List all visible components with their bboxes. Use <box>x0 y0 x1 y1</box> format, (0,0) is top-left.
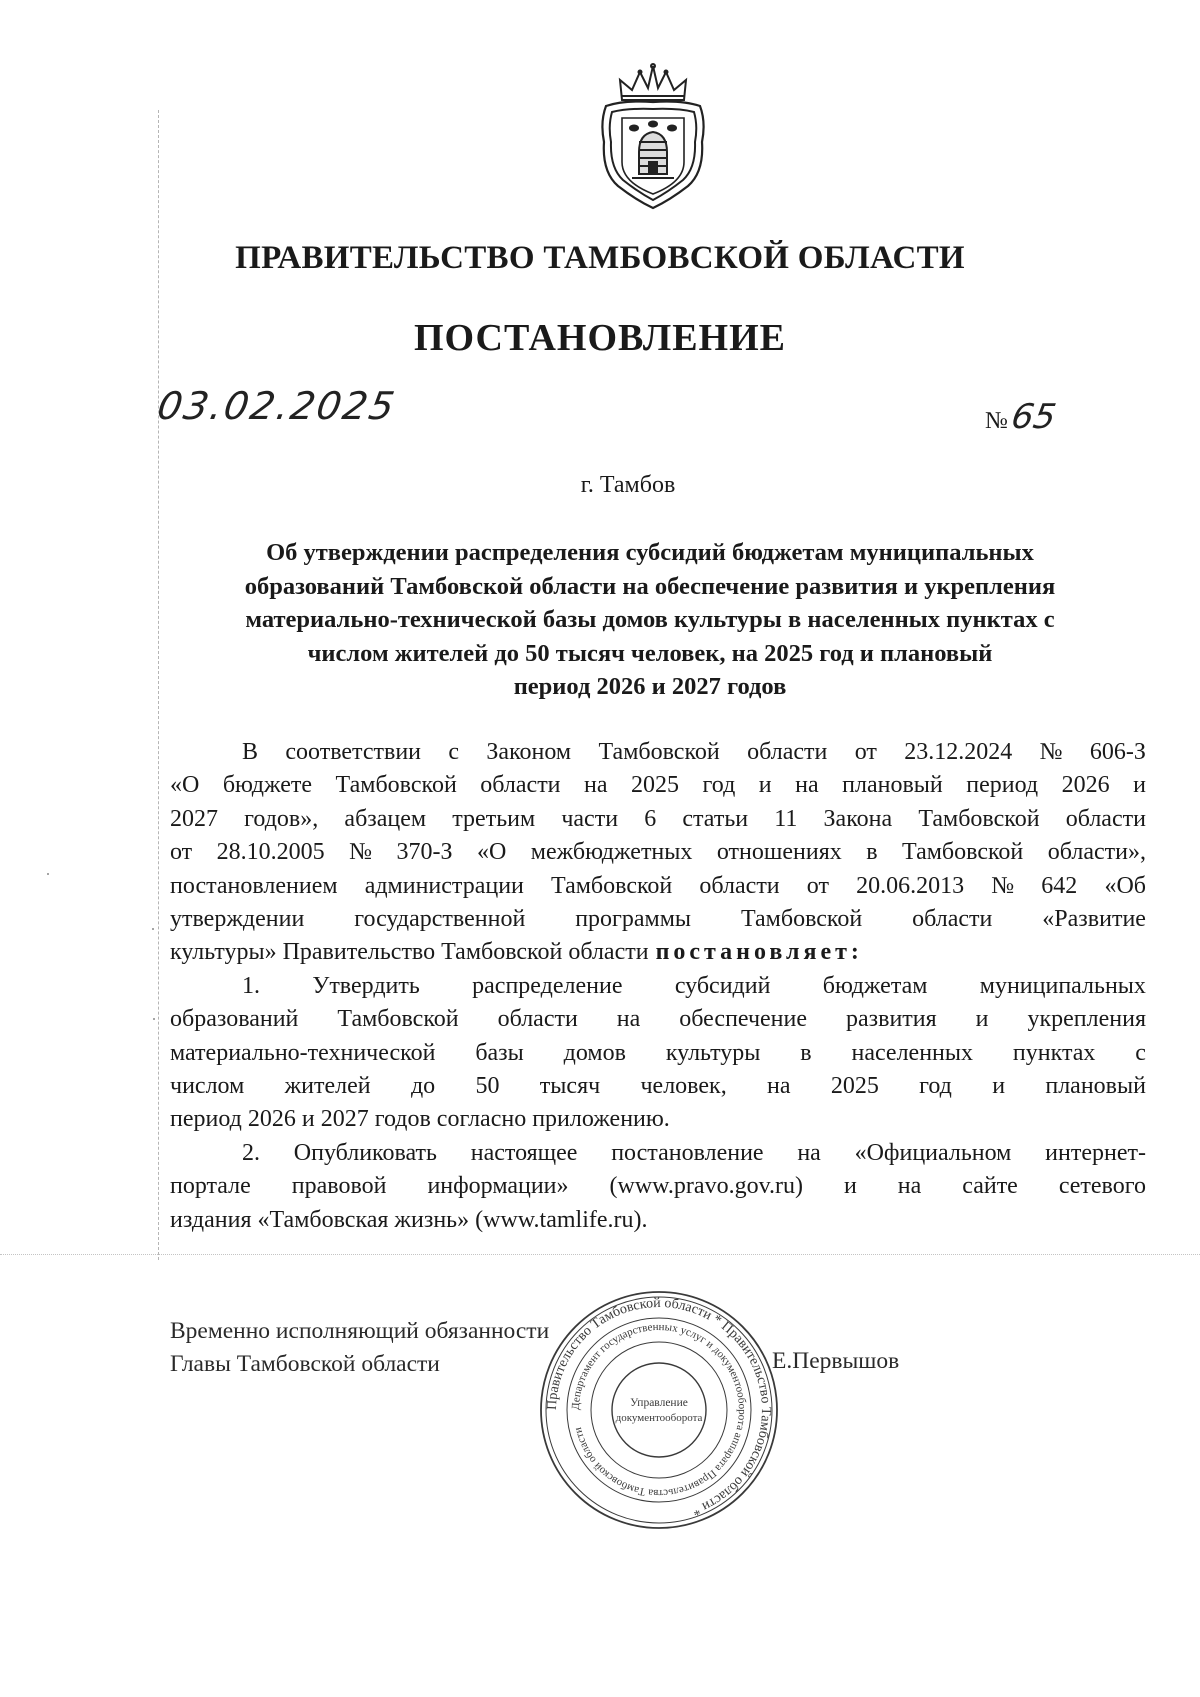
word: от <box>854 739 877 765</box>
resolves-word: постановляет: <box>655 939 863 966</box>
item2-line <box>170 1170 1146 1203</box>
word: в <box>800 1039 812 1066</box>
word: В <box>242 739 259 765</box>
signatory-position <box>170 1315 549 1381</box>
word: Тамбовской <box>598 739 720 765</box>
document-body <box>170 736 1146 1237</box>
subject-line: Об утверждении распределения субсидий бюджетам муниципальных <box>266 539 1034 566</box>
word: государственной <box>354 906 526 933</box>
item1-last-text: период 2026 и 2027 годов согласно приложению. <box>170 1106 670 1133</box>
word: 606-З <box>1089 739 1146 765</box>
document-subject <box>170 536 1130 704</box>
stamp-center-line: документооборота <box>615 1412 703 1424</box>
word: год <box>702 772 736 799</box>
word: на <box>897 1173 922 1200</box>
signatory-name: Е.Первышов <box>772 1348 900 1374</box>
word: № <box>1039 739 1063 765</box>
number-value: 65 <box>1008 397 1059 437</box>
subject-line: период 2026 и 2027 годов <box>513 673 787 701</box>
preamble-line <box>170 836 1146 869</box>
government-name: ПРАВИТЕЛЬСТВО ТАМБОВСКОЙ ОБЛАСТИ <box>235 240 965 276</box>
word: на <box>616 1006 641 1033</box>
word: третьим <box>452 805 536 832</box>
word: базы <box>475 1039 524 1066</box>
word: на <box>767 1073 791 1100</box>
word: 370-З <box>396 839 453 866</box>
word: с <box>1135 1039 1146 1066</box>
word: Тамбовской <box>918 805 1040 832</box>
stamp-outer-text: Правительство Тамбовской области * Правительство Тамбовской области * <box>544 1295 774 1519</box>
stamp-inner-text: Департамент государственных услуг и документооборота аппарата Правительства Тамбовской области <box>569 1320 749 1500</box>
item2-last-line <box>170 1204 1146 1237</box>
preamble-line <box>170 736 1146 769</box>
word: администрации <box>364 872 524 899</box>
word: годов», <box>244 805 319 832</box>
preamble-last-line <box>170 936 1146 969</box>
word: «О <box>476 839 507 866</box>
word: период <box>966 772 1039 799</box>
scan-fold-line <box>0 1254 1200 1255</box>
subject-line: образований Тамбовской области на обеспечение развития и укрепления <box>244 572 1056 600</box>
word: населенных <box>851 1039 974 1066</box>
word: 2026 <box>1061 772 1110 799</box>
word: «Об <box>1104 872 1146 899</box>
word: области <box>699 872 780 899</box>
word: распределение <box>472 972 623 999</box>
word: до <box>410 1073 436 1100</box>
word: на <box>797 1139 821 1166</box>
word: и <box>992 1073 1006 1100</box>
word: 2025 <box>830 1073 879 1100</box>
preamble-line <box>170 803 1146 836</box>
scan-speck <box>152 928 154 930</box>
word: статьи <box>682 805 749 832</box>
word: развития <box>846 1006 937 1033</box>
word: Тамбовской <box>551 872 673 899</box>
word: части <box>561 805 619 832</box>
word: соответствии <box>285 739 421 765</box>
signatory-position-line: Главы Тамбовской области <box>170 1351 440 1377</box>
word: на <box>584 772 608 799</box>
word: сетевого <box>1058 1173 1146 1200</box>
word: от <box>170 839 193 866</box>
word: домов <box>563 1039 626 1066</box>
word: абзацем <box>344 805 427 832</box>
word: правовой <box>291 1173 387 1200</box>
word: портале <box>170 1173 251 1200</box>
item1-line <box>170 1070 1146 1103</box>
word: «Развитие <box>1042 906 1146 933</box>
word: постановлением <box>170 872 338 899</box>
word: Тамбовской <box>335 772 457 799</box>
preamble-last-text: культуры» Правительство Тамбовской области <box>170 939 649 966</box>
word: 50 <box>475 1073 500 1100</box>
item2-last-text: издания «Тамбовская жизнь» (www.tamlife.ru). <box>170 1206 648 1233</box>
word: от <box>806 872 829 899</box>
preamble-line <box>170 870 1146 903</box>
item1-line <box>170 970 1146 1003</box>
word: постановление <box>611 1139 764 1166</box>
word: плановый <box>842 772 943 799</box>
word: на <box>795 772 819 799</box>
word: «Официальном <box>854 1139 1012 1166</box>
word: сайте <box>962 1173 1018 1200</box>
word: 20.06.2013 <box>856 872 965 899</box>
word: (www.pravo.gov.ru) <box>609 1173 803 1200</box>
word: муниципальных <box>979 972 1146 999</box>
word: области <box>1065 805 1146 832</box>
word: и <box>843 1173 857 1200</box>
word: Законом <box>486 739 572 765</box>
word: 2. <box>242 1139 260 1166</box>
word: 2027 <box>170 805 218 832</box>
item2-line <box>170 1137 1146 1170</box>
city: г. Тамбов <box>580 472 676 498</box>
word: информации» <box>427 1173 569 1200</box>
word: Тамбовской <box>337 1006 459 1033</box>
word: № <box>991 872 1015 899</box>
word: жителей <box>284 1073 371 1100</box>
word: области <box>497 1006 578 1033</box>
coat-of-arms-icon <box>592 62 714 212</box>
word: утверждении <box>170 906 305 933</box>
word: и <box>975 1006 989 1033</box>
word: образований <box>170 1006 299 1033</box>
word: настоящее <box>470 1139 578 1166</box>
word: № <box>349 839 373 866</box>
word: с <box>448 739 460 765</box>
word: 28.10.2005 <box>216 839 325 866</box>
word: области», <box>1047 839 1146 866</box>
document-number <box>985 397 1059 437</box>
word: материально-технической <box>170 1039 436 1066</box>
word: культуры <box>665 1039 761 1066</box>
word: Утвердить <box>312 972 420 999</box>
document-date: 03.02.2025 <box>154 384 400 428</box>
stamp-center-line: Управление <box>630 1397 688 1409</box>
word: 6 <box>644 805 657 832</box>
word: укрепления <box>1027 1006 1146 1033</box>
item1-last-line <box>170 1103 1146 1136</box>
number-label: № <box>985 408 1008 434</box>
word: области <box>912 906 993 933</box>
item1-line <box>170 1037 1146 1070</box>
preamble-line <box>170 769 1146 802</box>
item1-line <box>170 1003 1146 1036</box>
word: Тамбовской <box>902 839 1024 866</box>
subject-line: числом жителей до 50 тысяч человек, на 2025 год и плановый <box>307 639 993 667</box>
scan-speck <box>153 1018 155 1020</box>
scan-margin-line <box>158 110 159 1260</box>
word: бюджетам <box>822 972 928 999</box>
word: 23.12.2024 <box>904 739 1013 765</box>
word: области <box>747 739 828 765</box>
word: год <box>919 1073 952 1100</box>
word: программы <box>575 906 692 933</box>
word: субсидий <box>674 972 771 999</box>
document-type: ПОСТАНОВЛЕНИЕ <box>413 317 787 359</box>
word: 2025 <box>631 772 680 799</box>
word: числом <box>170 1073 245 1100</box>
signatory-position-line: Временно исполняющий обязанности <box>170 1318 550 1344</box>
scan-speck <box>47 873 49 875</box>
word: 642 <box>1041 872 1078 899</box>
subject-line: материально-технической базы домов культуры в населенных пунктах с <box>245 606 1055 634</box>
word: Опубликовать <box>293 1139 437 1166</box>
word: отношениях <box>716 839 842 866</box>
word: плановый <box>1045 1073 1146 1100</box>
word: области <box>480 772 561 799</box>
word: обеспечение <box>679 1006 808 1033</box>
word: «О <box>170 772 200 799</box>
word: Закона <box>823 805 893 832</box>
word: пунктах <box>1012 1039 1096 1066</box>
preamble-line <box>170 903 1146 936</box>
word: 1. <box>242 972 260 999</box>
official-stamp <box>534 1285 784 1535</box>
word: Тамбовской <box>740 906 863 933</box>
word: тысяч <box>539 1073 601 1100</box>
word: человек, <box>640 1073 727 1100</box>
word: межбюджетных <box>530 839 693 866</box>
word: в <box>866 839 878 866</box>
word: и <box>758 772 772 799</box>
word: 11 <box>774 805 798 832</box>
word: и <box>1133 772 1146 799</box>
word: интернет- <box>1045 1139 1146 1166</box>
word: бюджете <box>222 772 313 799</box>
